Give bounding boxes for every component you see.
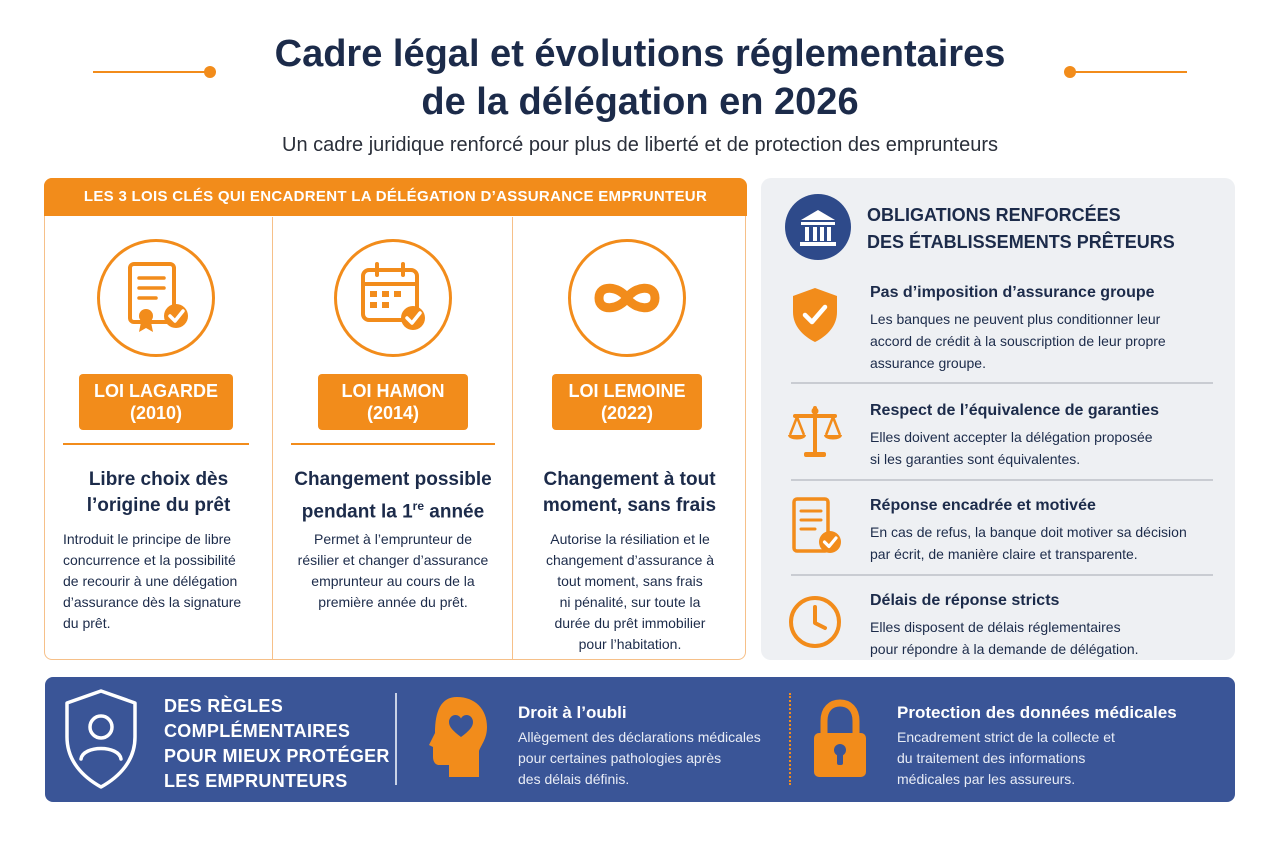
banner-text-line: des délais définis.: [518, 771, 630, 787]
law-year: (2014): [366, 403, 420, 423]
laws-panel: [44, 178, 746, 660]
law-heading-line1: Changement possible: [294, 469, 492, 490]
banner-text-line: Allègement des déclarations médicales: [518, 729, 761, 745]
law-badge-lagarde: [79, 374, 233, 430]
law-description-line: Permet à l’emprunteur de: [314, 531, 472, 547]
law-heading-superscript: re: [412, 499, 424, 513]
banner-text-line: Encadrement strict de la collecte et: [897, 729, 1115, 745]
law-card-hamon: [272, 217, 512, 659]
law-heading-line2: l’origine du prêt: [86, 495, 231, 516]
droit-oubli-heading: Droit à l’oubli: [518, 703, 627, 722]
padlock-icon: [807, 697, 873, 781]
banner-title-line: COMPLÉMENTAIRES: [164, 721, 351, 741]
document-certificate-icon: [97, 239, 215, 357]
law-description-line: de recourir à une délégation: [63, 573, 238, 589]
law-divider: [63, 443, 249, 445]
clock-icon: [785, 592, 845, 652]
complementary-rules-banner: [45, 677, 1235, 802]
law-heading-line2: [273, 493, 513, 525]
obligation-text-line: Elles doivent accepter la délégation proposée: [870, 429, 1153, 445]
obligation-item: [781, 495, 1213, 565]
law-heading-line1: Libre choix dès: [88, 469, 229, 490]
law-heading-line1: Changement à tout: [543, 469, 716, 490]
law-heading-line2: moment, sans frais: [542, 495, 717, 516]
head-heart-icon: [427, 693, 493, 783]
law-heading: [273, 467, 513, 525]
law-description: [283, 529, 503, 613]
obligation-text-line: par écrit, de manière claire et transparente.: [870, 546, 1138, 562]
droit-oubli-text: [518, 727, 778, 790]
law-description-line: Introduit le principe de libre: [63, 531, 232, 547]
obligation-text-line: En cas de refus, la banque doit motiver sa décision: [870, 524, 1187, 540]
law-heading: [513, 467, 746, 519]
law-description-line: du prêt.: [63, 615, 111, 631]
law-description: [521, 529, 739, 655]
obligation-separator: [791, 479, 1213, 481]
obligations-title-line1: OBLIGATIONS RENFORCÉES: [867, 205, 1121, 225]
obligations-panel: [761, 178, 1235, 660]
obligation-text-line: si les garanties sont équivalentes.: [870, 451, 1081, 467]
banner-dotted-separator: [789, 693, 791, 785]
obligation-item: [781, 590, 1213, 660]
shield-check-icon: [785, 284, 845, 344]
page-title-line1: Cadre légal et évolutions réglementaires: [274, 33, 1006, 75]
law-badge-lemoine: [552, 374, 702, 430]
obligation-item: [781, 400, 1213, 470]
banner-text-line: médicales par les assureurs.: [897, 771, 1076, 787]
law-heading-line2-tail: année: [424, 501, 485, 523]
obligation-text: [870, 616, 1210, 660]
law-description-line: pour l’habitation.: [578, 636, 682, 652]
scales-icon: [785, 402, 845, 462]
shield-user-icon: [61, 687, 141, 791]
banner-title-line: POUR MIEUX PROTÉGER: [164, 746, 390, 766]
bank-building-icon: [785, 194, 851, 260]
law-year: (2022): [600, 403, 654, 423]
law-name: LOI LEMOINE: [568, 381, 686, 401]
page-title: [0, 30, 1280, 126]
banner-separator: [395, 693, 397, 785]
obligation-item: [781, 282, 1213, 372]
banner-title-line: DES RÈGLES: [164, 696, 284, 716]
obligation-text: [870, 426, 1210, 470]
protection-donnees-heading: Protection des données médicales: [897, 703, 1177, 722]
obligation-heading: Respect de l’équivalence de garanties: [870, 402, 1160, 419]
law-description-line: ni pénalité, sur toute la: [559, 594, 701, 610]
page-title-line2: de la délégation en 2026: [421, 81, 859, 123]
law-heading: [45, 467, 272, 519]
obligation-heading: Délais de réponse stricts: [870, 592, 1060, 609]
obligation-text-line: accord de crédit à la souscription de leur propre: [870, 333, 1166, 349]
obligation-text-line: Les banques ne peuvent plus conditionner leur: [870, 311, 1161, 327]
law-description-line: tout moment, sans frais: [557, 573, 703, 589]
banner-text-line: du traitement des informations: [897, 750, 1086, 766]
law-description-line: changement d’assurance à: [545, 552, 715, 568]
obligation-text-line: pour répondre à la demande de délégation.: [870, 641, 1139, 657]
law-description-line: Autorise la résiliation et le: [550, 531, 710, 547]
page-subtitle: Un cadre juridique renforcé pour plus de liberté et de protection des emprunteurs: [282, 134, 998, 156]
obligation-text: [870, 308, 1210, 374]
law-name: LOI LAGARDE: [94, 381, 218, 401]
obligation-text-line: Elles disposent de délais réglementaires: [870, 619, 1121, 635]
infinity-icon: [568, 239, 686, 357]
law-description-line: première année du prêt.: [318, 594, 468, 610]
obligation-text-line: assurance groupe.: [870, 355, 986, 371]
obligation-heading: Pas d’imposition d’assurance groupe: [870, 284, 1155, 301]
obligations-title-line2: DES ÉTABLISSEMENTS PRÊTEURS: [867, 232, 1175, 252]
law-description-line: résilier et changer d’assurance: [297, 552, 489, 568]
law-card-lemoine: [512, 217, 745, 659]
obligation-separator: [791, 382, 1213, 384]
law-description: [63, 529, 263, 634]
banner-title: [164, 694, 390, 794]
calendar-check-icon: [334, 239, 452, 357]
law-divider: [291, 443, 495, 445]
law-description-line: durée du prêt immobilier: [554, 615, 706, 631]
law-description-line: emprunteur au cours de la: [311, 573, 475, 589]
law-description-line: concurrence et la possibilité: [63, 552, 236, 568]
banner-text-line: pour certaines pathologies après: [518, 750, 722, 766]
law-description-line: d’assurance dès la signature: [63, 594, 242, 610]
law-heading-line2-text: pendant la 1: [301, 501, 413, 523]
law-card-lagarde: [45, 217, 272, 659]
laws-panel-heading: LES 3 LOIS CLÉS QUI ENCADRENT LA DÉLÉGATION D’ASSURANCE EMPRUNTEUR: [44, 178, 747, 216]
obligation-text: [870, 521, 1210, 565]
law-name: LOI HAMON: [341, 381, 445, 401]
banner-title-line: LES EMPRUNTEURS: [164, 771, 348, 791]
document-check-icon: [785, 497, 845, 557]
obligation-heading: Réponse encadrée et motivée: [870, 497, 1096, 514]
obligation-separator: [791, 574, 1213, 576]
law-year: (2010): [129, 403, 183, 423]
obligations-title: [867, 202, 1175, 256]
law-badge-hamon: [318, 374, 468, 430]
protection-donnees-text: [897, 727, 1197, 790]
